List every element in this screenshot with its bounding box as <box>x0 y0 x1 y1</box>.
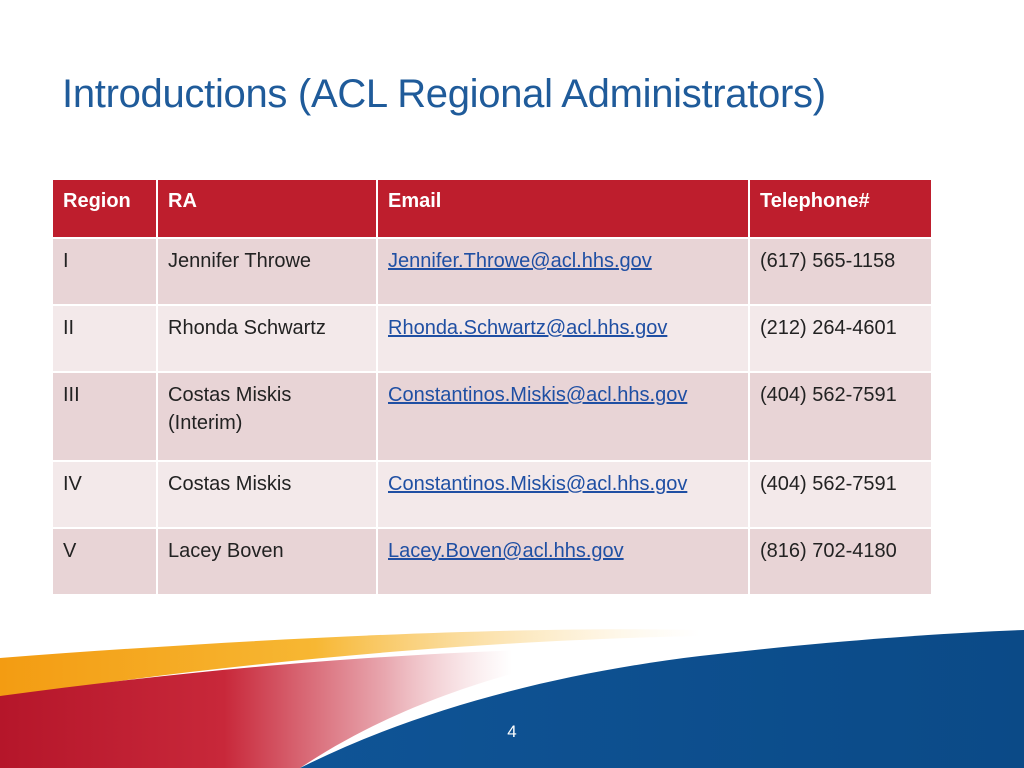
email-cell <box>377 528 749 595</box>
ra-name: Costas Miskis <box>168 473 292 495</box>
region-cell: I <box>52 238 157 305</box>
telephone-cell: (816) 702-4180 <box>749 528 932 595</box>
header-telephone: Telephone# <box>749 179 932 238</box>
ra-cell <box>157 461 377 528</box>
region-cell: IV <box>52 461 157 528</box>
email-link[interactable]: Jennifer.Throwe@acl.hhs.gov <box>388 250 652 272</box>
table-row <box>52 305 932 372</box>
telephone-cell: (617) 565-1158 <box>749 238 932 305</box>
ra-name: Rhonda Schwartz <box>168 317 326 339</box>
region-cell: III <box>52 372 157 461</box>
table-row <box>52 238 932 305</box>
telephone-cell: (404) 562-7591 <box>749 461 932 528</box>
ra-cell <box>157 238 377 305</box>
telephone-cell: (212) 264-4601 <box>749 305 932 372</box>
email-link[interactable]: Constantinos.Miskis@acl.hhs.gov <box>388 473 688 495</box>
table-row <box>52 461 932 528</box>
regional-administrators-table <box>51 178 933 596</box>
ra-name: Lacey Boven <box>168 540 284 562</box>
header-region: Region <box>52 179 157 238</box>
table-row <box>52 372 932 461</box>
table-header-row <box>52 179 932 238</box>
email-cell <box>377 372 749 461</box>
slide-title: Introductions (ACL Regional Administrators) <box>62 72 826 116</box>
email-link[interactable]: Constantinos.Miskis@acl.hhs.gov <box>388 384 688 406</box>
telephone-cell: (404) 562-7591 <box>749 372 932 461</box>
region-cell: V <box>52 528 157 595</box>
table-row <box>52 528 932 595</box>
email-link[interactable]: Lacey.Boven@acl.hhs.gov <box>388 540 624 562</box>
page-number: 4 <box>507 722 517 741</box>
footer-swoosh-graphic <box>0 618 1024 768</box>
region-cell: II <box>52 305 157 372</box>
email-cell <box>377 238 749 305</box>
email-cell <box>377 461 749 528</box>
ra-name: Jennifer Throwe <box>168 250 312 272</box>
email-cell <box>377 305 749 372</box>
ra-cell <box>157 305 377 372</box>
header-email: Email <box>377 179 749 238</box>
ra-name: Costas Miskis <box>168 384 292 406</box>
email-link[interactable]: Rhonda.Schwartz@acl.hhs.gov <box>388 317 668 339</box>
ra-cell <box>157 528 377 595</box>
ra-cell <box>157 372 377 461</box>
ra-note: (Interim) <box>168 412 243 434</box>
header-ra: RA <box>157 179 377 238</box>
